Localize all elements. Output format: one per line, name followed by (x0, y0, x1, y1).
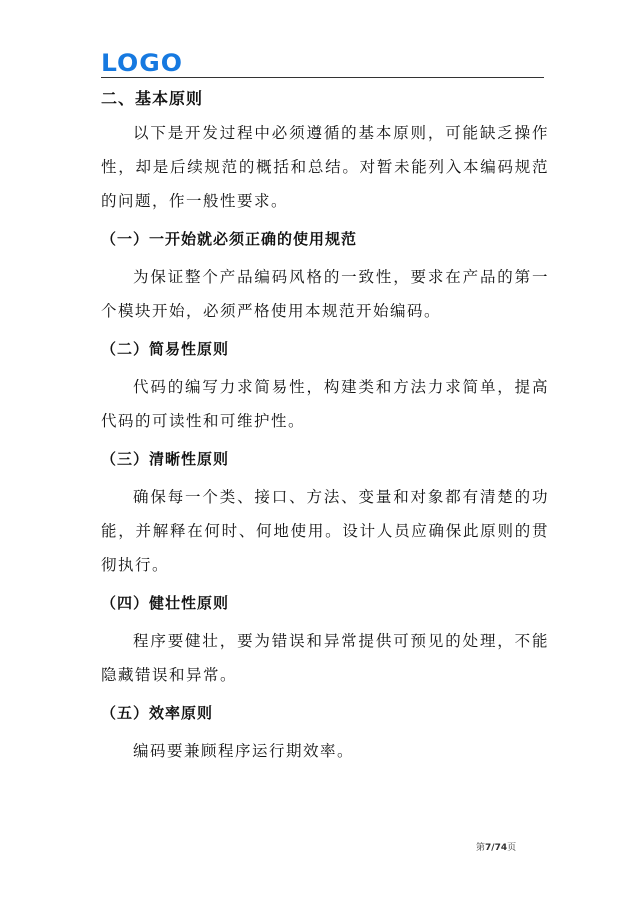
principle-heading: （五）效率原则 (101, 704, 214, 722)
principle-body: 代码的编写力求简易性，构建类和方法力求简单，提高代码的可读性和可维护性。 (101, 378, 549, 430)
principle-heading: （二）简易性原则 (101, 340, 230, 358)
page-number-value: 7/74 (485, 843, 508, 853)
principle-body: 程序要健壮，要为错误和异常提供可预见的处理，不能隐藏错误和异常。 (101, 632, 549, 684)
document-body (101, 86, 549, 768)
page-number-prefix: 第 (476, 843, 486, 853)
principle-body: 确保每一个类、接口、方法、变量和对象都有清楚的功能，并解释在何时、何地使用。设计人员应确保此原则的贯彻执行。 (101, 488, 549, 574)
section-title: 二、基本原则 (101, 89, 204, 108)
page-number (476, 840, 516, 853)
page-number-suffix: 页 (507, 843, 517, 853)
principle-heading: （三）清晰性原则 (101, 450, 230, 468)
section-intro: 以下是开发过程中必须遵循的基本原则，可能缺乏操作性，却是后续规范的概括和总结。对暂未能列入本编码规范的问题，作一般性要求。 (101, 124, 549, 210)
principle-body: 为保证整个产品编码风格的一致性，要求在产品的第一个模块开始，必须严格使用本规范开始编码。 (101, 268, 549, 320)
principle-heading: （四）健壮性原则 (101, 594, 230, 612)
logo: LOGO (101, 49, 184, 77)
header-divider (101, 77, 544, 78)
principle-heading: （一）一开始就必须正确的使用规范 (101, 230, 358, 248)
principle-body: 编码要兼顾程序运行期效率。 (133, 742, 355, 760)
